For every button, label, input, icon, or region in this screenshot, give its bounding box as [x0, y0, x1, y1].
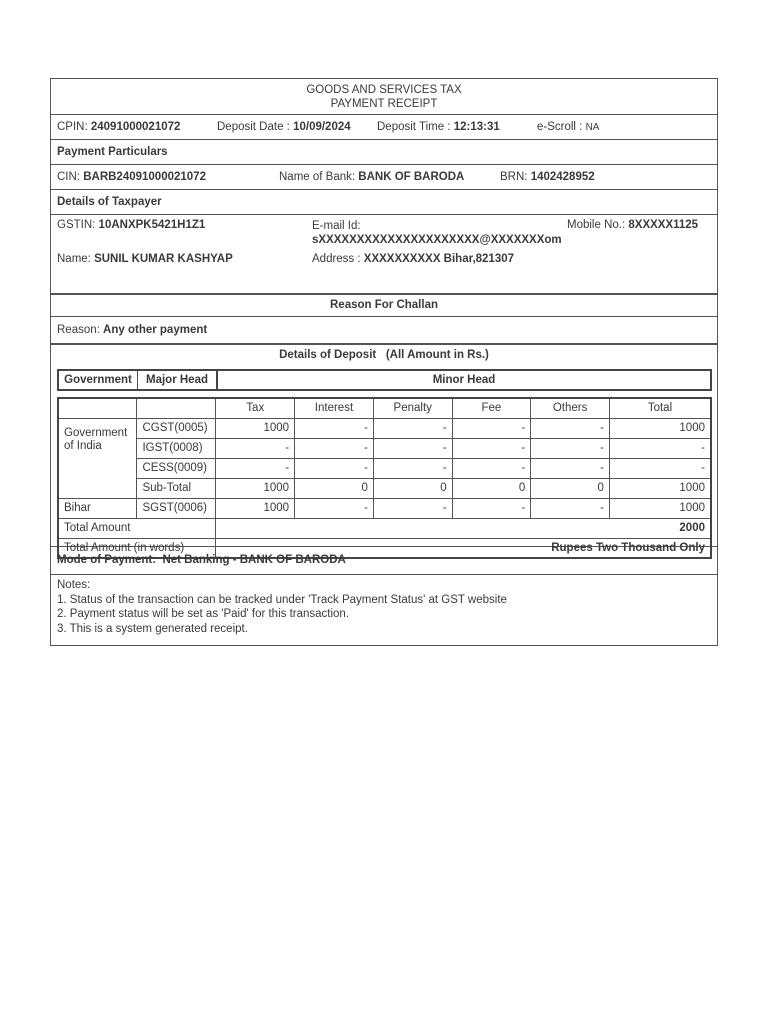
payment-receipt — [50, 78, 718, 646]
value-cell: - — [295, 498, 374, 518]
total-amount-row — [58, 518, 711, 538]
mobile: Mobile No.: 8XXXXX1125 — [567, 219, 699, 231]
deposit-time: Deposit Time : 12:13:31 — [377, 121, 500, 133]
value-cell: - — [609, 438, 711, 458]
bank-info-row — [51, 165, 717, 190]
notes — [51, 575, 717, 645]
email: E-mail Id: sXXXXXXXXXXXXXXXXXXXXX@XXXXXXXom — [312, 220, 562, 246]
address: Address : XXXXXXXXXX Bihar,821307 — [312, 253, 515, 265]
value-cell: 0 — [295, 478, 374, 498]
value-cell: - — [531, 458, 610, 478]
col-tax: Tax — [216, 398, 295, 418]
value-cell: - — [295, 458, 374, 478]
value-cell: 0 — [531, 478, 610, 498]
col-interest: Interest — [295, 398, 374, 418]
deposit-details — [51, 345, 717, 554]
value-cell: - — [216, 458, 295, 478]
gov-india-cell: Government of India — [58, 418, 137, 498]
table-row — [58, 478, 711, 498]
total-amount-value: 2000 — [216, 518, 711, 538]
deposit-table-wrap — [57, 397, 712, 559]
taxpayer-heading: Details of Taxpayer — [51, 190, 717, 215]
total-words-value: Rupees Two Thousand Only — [216, 538, 711, 558]
head-cell: Sub-Total — [137, 478, 216, 498]
receipt-header — [51, 79, 717, 115]
gstin: GSTIN: 10ANXPK5421H1Z1 — [57, 219, 206, 231]
value-cell: - — [373, 458, 452, 478]
reason-heading: Reason For Challan — [51, 295, 717, 317]
deposit-table — [57, 397, 712, 559]
note-item: 3. This is a system generated receipt. — [57, 622, 248, 635]
taxpayer-details — [51, 215, 717, 295]
deposit-info-row — [51, 115, 717, 140]
notes-title: Notes: — [57, 579, 91, 591]
value-cell: - — [452, 498, 531, 518]
value-cell: - — [373, 418, 452, 438]
head-cell: SGST(0006) — [137, 498, 216, 518]
column-header-row — [58, 398, 711, 418]
payment-particulars-heading: Payment Particulars — [51, 140, 717, 165]
deposit-details-title: Details of Deposit (All Amount in Rs.) — [279, 349, 489, 361]
reason-row: Reason: Any other payment — [51, 317, 717, 345]
cin: CIN: BARB24091000021072 — [57, 171, 206, 183]
head-cell: CESS(0009) — [137, 458, 216, 478]
note-item: 1. Status of the transaction can be tracked under 'Track Payment Status' at GST website — [57, 593, 507, 606]
col-fee: Fee — [452, 398, 531, 418]
col-total: Total — [609, 398, 711, 418]
blank-cell — [58, 398, 137, 418]
value-cell: 1000 — [609, 478, 711, 498]
value-cell: - — [216, 438, 295, 458]
value-cell: 1000 — [216, 498, 295, 518]
value-cell: - — [295, 438, 374, 458]
col-others: Others — [531, 398, 610, 418]
head-header-row — [57, 369, 712, 391]
value-cell: - — [452, 418, 531, 438]
deposit-date: Deposit Date : 10/09/2024 — [217, 121, 351, 133]
table-row — [58, 438, 711, 458]
value-cell: - — [531, 418, 610, 438]
major-head-header: Major Head — [138, 371, 218, 389]
value-cell: - — [373, 498, 452, 518]
value-cell: - — [531, 438, 610, 458]
cpin: CPIN: 24091000021072 — [57, 121, 181, 133]
value-cell: 1000 — [216, 418, 295, 438]
brn: BRN: 1402428952 — [500, 171, 595, 183]
minor-head-header: Minor Head — [432, 374, 496, 386]
value-cell: - — [452, 438, 531, 458]
note-item: 2. Payment status will be set as 'Paid' for this transaction. — [57, 608, 350, 620]
table-row — [58, 498, 711, 518]
total-words-label: Total Amount (in words) — [58, 538, 216, 558]
blank-cell — [137, 398, 216, 418]
value-cell: 0 — [373, 478, 452, 498]
head-cell: IGST(0008) — [137, 438, 216, 458]
bank-name: Name of Bank: BANK OF BARODA — [279, 171, 465, 183]
mode-of-payment-row: Mode of Payment: Net Banking - BANK OF BARODA — [51, 547, 717, 575]
value-cell: 1000 — [609, 498, 711, 518]
header-line-2: PAYMENT RECEIPT — [330, 98, 438, 110]
value-cell: - — [531, 498, 610, 518]
gov-bihar-cell: Bihar — [58, 498, 137, 518]
head-cell: CGST(0005) — [137, 418, 216, 438]
taxpayer-name: Name: SUNIL KUMAR KASHYAP — [57, 253, 233, 265]
value-cell: - — [609, 458, 711, 478]
e-scroll: e-Scroll : NA — [537, 121, 600, 133]
table-row — [58, 458, 711, 478]
government-header: Government — [59, 371, 138, 389]
total-amount-label: Total Amount — [58, 518, 216, 538]
value-cell: - — [373, 438, 452, 458]
col-penalty: Penalty — [373, 398, 452, 418]
value-cell: - — [452, 458, 531, 478]
header-line-1: GOODS AND SERVICES TAX — [306, 84, 462, 96]
value-cell: 1000 — [609, 418, 711, 438]
value-cell: 1000 — [216, 478, 295, 498]
table-row — [58, 418, 711, 438]
value-cell: - — [295, 418, 374, 438]
value-cell: 0 — [452, 478, 531, 498]
